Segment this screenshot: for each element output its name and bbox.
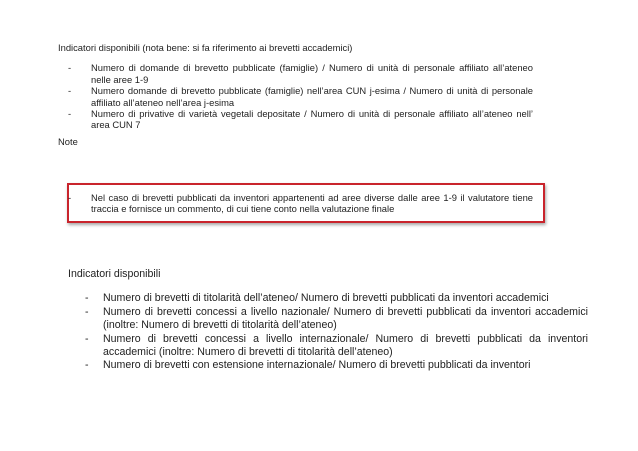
list-item [66, 333, 588, 360]
list-item [66, 292, 588, 305]
list-item-text: Numero di domande di brevetto pubblicate (famiglie) / Numero di unità di personale affiliato all’ateneo nelle aree 1-9 [91, 62, 533, 85]
bullet-dash: - [85, 305, 89, 318]
note-label: Note [58, 135, 78, 147]
list-item-text: Numero di brevetti di titolarità dell’ateneo/ Numero di brevetti pubblicati da inventori accademici [103, 292, 549, 305]
indicator-list [68, 292, 588, 372]
section-heading: Indicatori disponibili [68, 268, 161, 280]
list-item [58, 85, 533, 108]
note-text: Nel caso di brevetti pubblicati da inventori appartenenti ad aree diverse dalle aree 1-9 il valutatore tiene traccia e fornisce un commento, di cui tiene conto nella valutazione finale [91, 192, 533, 215]
list-item-text: Numero di brevetti con estensione internazionale/ Numero di brevetti pubblicati da inventori [103, 359, 531, 372]
bullet-dash: - [85, 292, 89, 305]
list-item [66, 306, 588, 333]
list-item-text: Numero di brevetti concessi a livello internazionale/ Numero di brevetti pubblicati da inventori accademici (inoltre: Numero di brevetti di titolarità dell’ateneo) [103, 332, 588, 359]
list-item [58, 192, 533, 215]
list-item-text: Numero domande di brevetto pubblicate (famiglie) nell’area CUN j-esima / Numero di unità di personale affiliato all’ateneo nell’area j-esima [91, 85, 533, 108]
note-content [58, 192, 533, 215]
bullet-dash: - [85, 359, 89, 372]
bullet-dash: - [68, 192, 72, 203]
list-item [58, 108, 533, 131]
indicators-section-academic [58, 42, 533, 147]
bullet-dash: - [68, 85, 72, 97]
bullet-dash: - [85, 332, 89, 345]
list-item-text: Numero di privative di varietà vegetali depositate / Numero di unità di personale affiliato all’ateneo nell’ area CUN 7 [91, 108, 533, 131]
list-item-text: Numero di brevetti concessi a livello nazionale/ Numero di brevetti pubblicati da inventori accademici (inoltre: Numero di brevetti di titolarità dell’ateneo) [103, 305, 588, 332]
note-list [58, 192, 533, 215]
list-item [58, 62, 533, 85]
indicator-list [58, 62, 533, 130]
list-item [66, 359, 588, 372]
section-heading: Indicatori disponibili (nota bene: si fa riferimento ai brevetti accademici) [58, 42, 353, 53]
bullet-dash: - [68, 108, 72, 120]
bullet-dash: - [68, 62, 72, 74]
indicators-section-ownership [68, 268, 588, 373]
